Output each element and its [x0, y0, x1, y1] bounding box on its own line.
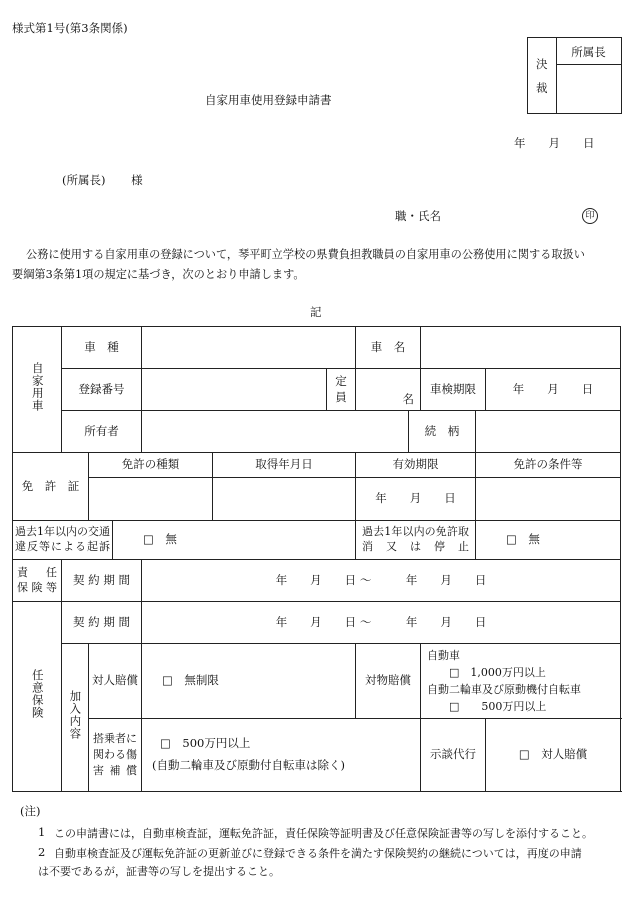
passenger-note: (自動二輪車及び原動付自転車は除く): [152, 758, 345, 772]
notes-heading: (注): [20, 804, 41, 818]
license-valid-label: 有効期限: [356, 453, 476, 478]
note-2-line-2: は不要であるが，証書等の写しを提出すること。: [38, 865, 280, 878]
applicant-label: 職・氏名: [395, 209, 441, 223]
addressee: [62, 172, 143, 188]
relation-field: [476, 411, 621, 453]
settlement-label: 示談代行: [421, 719, 486, 792]
form-number: 様式第1号(第3条関係): [12, 21, 128, 35]
note-1: この申請書には，自動車検査証，運転免許証，責任保険等証明書及び任意保険証書等の写しを添付すること。: [54, 827, 593, 840]
traffic-violation-value: □ 無: [113, 521, 356, 560]
car-type-field: [142, 327, 356, 369]
passenger-amount: □ 500万円以上: [160, 736, 251, 751]
ki-mark: 記: [310, 305, 322, 319]
approval-label-ketsu: 決: [536, 57, 548, 71]
capacity-unit: 名: [402, 392, 415, 407]
passenger-label: 搭乗者に関わる傷害補償: [89, 719, 142, 792]
license-conditions-label: 免許の条件等: [476, 453, 621, 478]
bodily-label: 対人賠償: [89, 644, 142, 719]
optional-insurance-label: 任意保険: [13, 602, 62, 792]
bodily-value: □ 無制限: [142, 644, 356, 719]
seal-mark: 印: [582, 208, 598, 224]
settlement-value: □ 対人賠償: [486, 719, 621, 792]
car-name-field: [421, 327, 621, 369]
relation-label: 続 柄: [409, 411, 476, 453]
owner-label: 所有者: [62, 411, 142, 453]
liability-section-label: 責 任保険等: [13, 560, 62, 602]
property-value: [421, 644, 621, 719]
car-type-label: 車 種: [62, 327, 142, 369]
car-name-label: 車 名: [356, 327, 421, 369]
liability-period-value: 年 月 日 〜 年 月 日: [142, 560, 621, 602]
application-table: [12, 326, 621, 792]
addressee-name: (所属長): [62, 173, 106, 187]
license-kind-label: 免許の種類: [89, 453, 213, 478]
property-auto: 自動車: [427, 648, 461, 662]
note-2-line-1: 自動車検査証及び運転免許証の更新並びに登録できる条件を満たす保険契約の継続については，再度の申請: [54, 847, 582, 860]
license-acquired-label: 取得年月日: [213, 453, 356, 478]
license-kind-field: [89, 478, 213, 521]
capacity-label: 定 員: [327, 369, 356, 411]
reg-no-label: 登録番号: [62, 369, 142, 411]
reg-no-field: [142, 369, 327, 411]
liability-period-label: 契 約 期 間: [62, 560, 142, 602]
inspection-date: 年 月 日: [486, 369, 621, 411]
document-title: 自家用車使用登録申請書: [205, 93, 332, 107]
addressee-honorific: 様: [131, 173, 143, 187]
approval-box: [527, 37, 622, 114]
optional-period-value: 年 月 日 〜 年 月 日: [142, 602, 621, 644]
license-conditions-field: [476, 478, 621, 521]
capacity-field: [356, 369, 421, 411]
license-valid-date: 年 月 日: [356, 478, 476, 521]
license-suspension-value: □ 無: [476, 521, 621, 560]
coverage-label: 加入内容: [62, 644, 89, 792]
date-line: 年 月 日: [514, 136, 595, 150]
passenger-value: [142, 719, 421, 792]
vehicle-section-label: 自家用車: [13, 327, 62, 453]
property-moto: 自動二輪車及び原動機付自転車: [427, 683, 582, 696]
approval-dept-head: 所属長: [571, 45, 606, 59]
note-2-number: 2: [38, 845, 46, 859]
license-suspension-label: 過去1年以内の免許取消又は停止: [356, 521, 476, 560]
property-label: 対物賠償: [356, 644, 421, 719]
license-section-label: 免 許 証: [13, 453, 89, 521]
property-auto-value: □ 1,000万円以上: [449, 665, 546, 679]
intro-line-1: 公務に使用する自家用車の登録について，琴平町立学校の県費負担教職員の自家用車の公務使用に関する取扱い: [26, 248, 585, 261]
owner-field: [142, 411, 409, 453]
license-acquired-field: [213, 478, 356, 521]
optional-period-label: 契 約 期 間: [62, 602, 142, 644]
intro-line-2: 要綱第3条第1項の規定に基づき，次のとおり申請します。: [12, 268, 305, 281]
approval-label-sai: 裁: [536, 81, 548, 95]
note-1-number: 1: [38, 825, 46, 839]
property-moto-value: □ 500万円以上: [449, 700, 547, 714]
traffic-violation-label: 過去1年以内の交通違反等による起訴: [13, 521, 113, 560]
inspection-label: 車検期限: [421, 369, 486, 411]
